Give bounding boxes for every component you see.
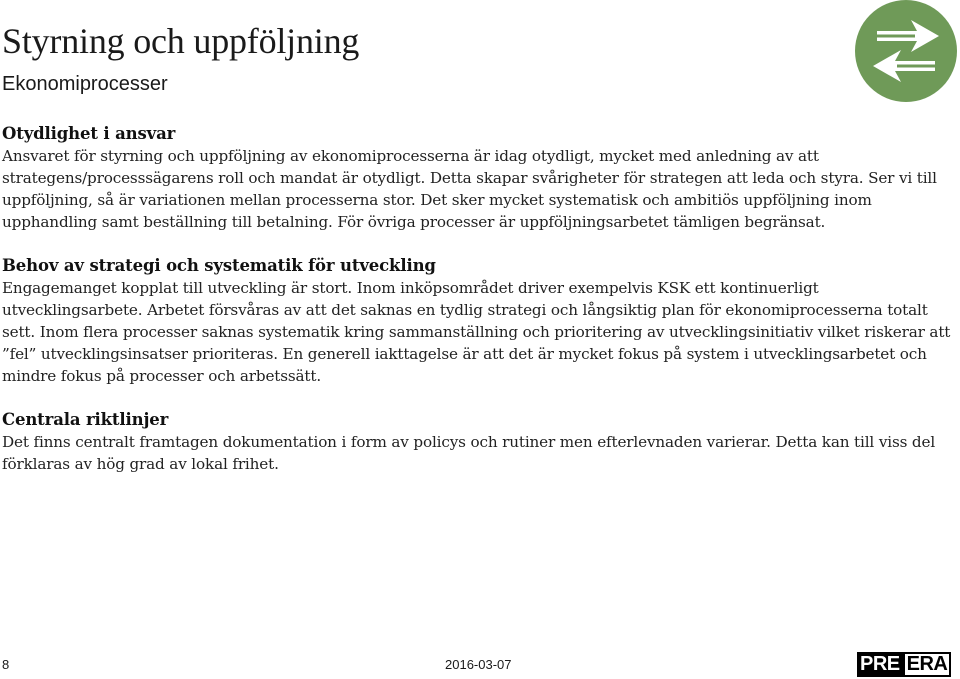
section-heading: Otydlighet i ansvar <box>2 124 176 143</box>
page-title: Styrning och uppföljning <box>2 21 360 61</box>
main-content <box>2 123 952 475</box>
page-subtitle: Ekonomiprocesser <box>2 73 168 95</box>
section-body: Ansvaret för styrning och uppföljning av ekonomiprocesserna är idag otydligt, mycket med anledning av att strategens/processsägarens roll och mandat är otydligt. Detta skapar svårigheter för strategen att leda och styra. Ser vi till uppföljning, så är variationen mellan processerna stor. Det sker mycket systematisk och ambitiös uppföljning inom upphandling samt beställning till betalning. För övriga processer är uppföljningsarbetet tämligen begränsat. <box>2 147 937 231</box>
arrows-logo-icon <box>855 0 957 102</box>
section-strategi <box>2 255 952 387</box>
brand-pre: PRE <box>857 652 903 677</box>
section-body: Engagemanget kopplat till utveckling är stort. Inom inköpsområdet driver exempelvis KSK ett kontinuerligt utvecklingsarbete. Arbetet försvåras av att det saknas en tydlig strategi och långsiktig plan för ekonomiprocesserna totalt sett. Inom flera processer saknas systematik kring sammanställning och prioritering av utvecklingsinitiativ vilket riskerar att ”fel” utvecklingsinsatser prioriteras. En generell iakttagelse är att det är mycket fokus på system i utvecklingsarbetet och mindre fokus på processer och arbetssätt. <box>2 279 951 385</box>
page-number: 8 <box>2 657 10 672</box>
section-body: Det finns centralt framtagen dokumentation i form av policys och rutiner men efterlevnaden varierar. Detta kan till viss del förklaras av hög grad av lokal frihet. <box>2 433 936 473</box>
brand-era: ERA <box>903 652 952 677</box>
footer-date: 2016-03-07 <box>445 657 512 672</box>
brand-logo <box>857 652 950 677</box>
section-riktlinjer <box>2 409 952 475</box>
section-heading: Behov av strategi och systematik för utveckling <box>2 256 436 275</box>
section-ansvar <box>2 123 952 233</box>
section-heading: Centrala riktlinjer <box>2 410 169 429</box>
